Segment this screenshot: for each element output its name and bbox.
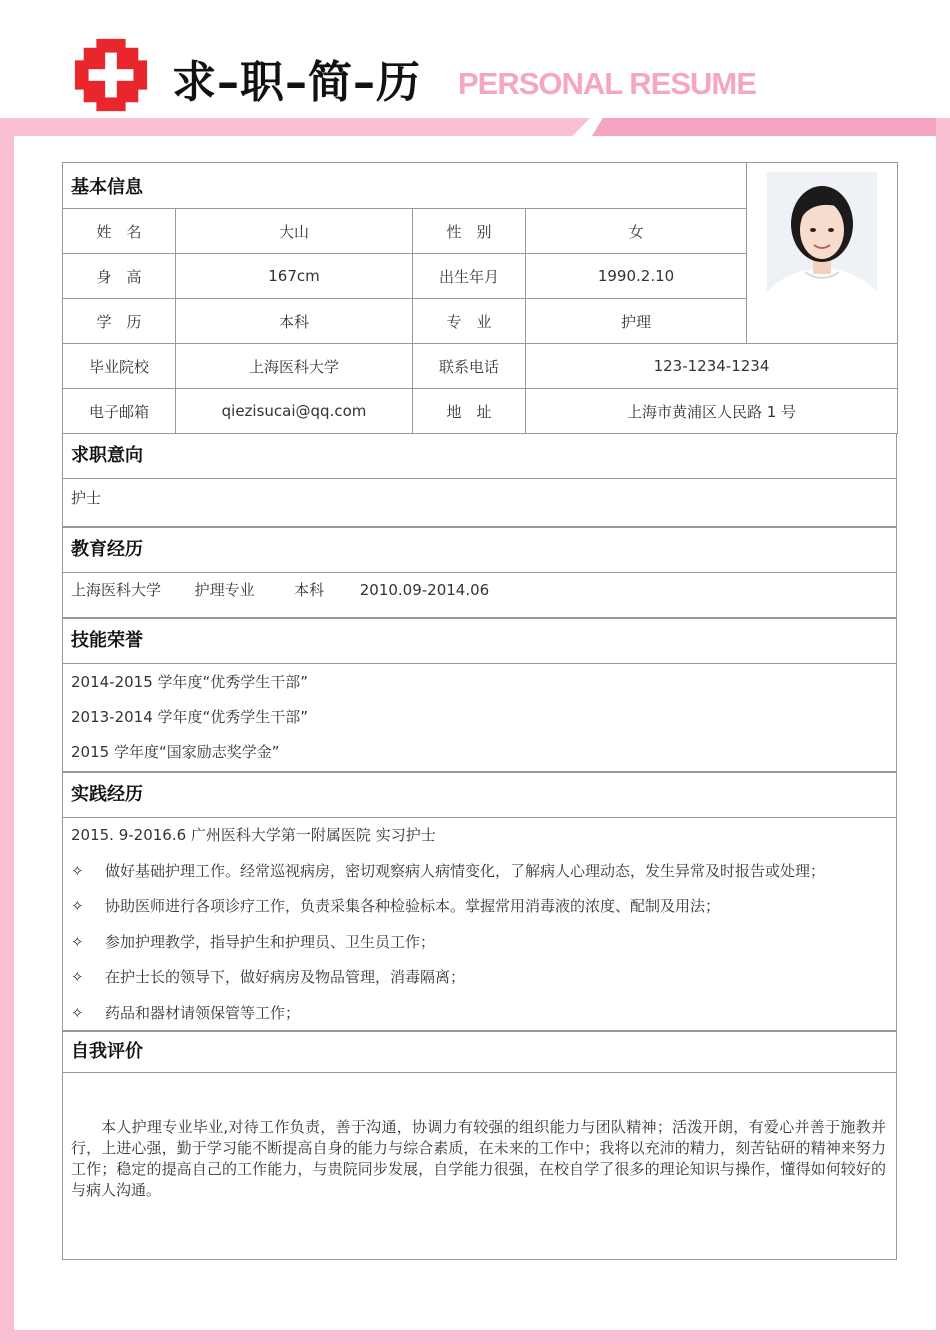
practice-bullet bbox=[71, 854, 896, 890]
birth-label: 出生年月 bbox=[413, 254, 526, 299]
name-label: 姓 名 bbox=[63, 209, 176, 254]
diamond-bullet-icon: ✧ bbox=[71, 932, 84, 951]
section-title-job-intention: 求职意向 bbox=[71, 445, 143, 466]
practice-summary: 2015. 9-2016.6 广州医科大学第一附属医院 实习护士 bbox=[71, 826, 436, 844]
resume-content bbox=[62, 162, 897, 1260]
email-value: qiezisucai@qq.com bbox=[176, 389, 413, 434]
major-value: 护理 bbox=[526, 299, 747, 344]
job-intention-value: 护士 bbox=[71, 489, 102, 507]
email-label: 电子邮箱 bbox=[63, 389, 176, 434]
height-label: 身 高 bbox=[63, 254, 176, 299]
address-label: 地 址 bbox=[413, 389, 526, 434]
diamond-bullet-icon: ✧ bbox=[71, 968, 84, 986]
gender-value: 女 bbox=[526, 209, 747, 254]
education-major: 护理专业 bbox=[194, 581, 255, 599]
section-practice bbox=[62, 772, 897, 1031]
phone-label: 联系电话 bbox=[413, 344, 526, 389]
education-label: 学 历 bbox=[63, 299, 176, 344]
profile-photo bbox=[767, 172, 877, 338]
frame-right-border bbox=[936, 118, 950, 1344]
resume-title: 求–职–简–历 bbox=[172, 57, 421, 108]
self-evaluation-text: 本人护理专业毕业,对待工作负责，善于沟通，协调力有较强的组织能力与团队精神；活泼开朗，有爱心并善于施教并行，上进心强，勤于学习能不断提高自身的能力与综合素质，在未来的工作中；我将以充沛的精力，刻苦钻研的精神来努力工作；稳定的提高自己的工作能力，与贵院同步发展，自学能力很强，在校自学了很多的理论知识与操作，懂得如何较好的与病人沟通。 bbox=[71, 1118, 886, 1199]
height-value: 167cm bbox=[176, 254, 413, 299]
section-education bbox=[62, 527, 897, 618]
frame-left-border bbox=[0, 118, 14, 1344]
address-value: 上海市黄浦区人民路 1 号 bbox=[526, 389, 898, 434]
education-period: 2010.09-2014.06 bbox=[359, 581, 490, 599]
gender-label: 性 别 bbox=[413, 209, 526, 254]
honor-item: 2014-2015 学年度“优秀学生干部” bbox=[71, 673, 309, 691]
section-title-honors: 技能荣誉 bbox=[71, 630, 143, 651]
photo-cell bbox=[747, 163, 898, 344]
diamond-bullet-icon: ✧ bbox=[71, 897, 84, 915]
practice-bullet bbox=[71, 889, 896, 925]
section-title-basic-info: 基本信息 bbox=[63, 163, 747, 209]
frame-bottom-border bbox=[0, 1330, 950, 1344]
section-title-education: 教育经历 bbox=[71, 539, 143, 560]
name-value: 大山 bbox=[176, 209, 413, 254]
honor-item: 2015 学年度“国家励志奖学金” bbox=[71, 743, 280, 761]
practice-bullet-text: 药品和器材请领保管等工作； bbox=[105, 1003, 301, 1022]
frame-top-band-left bbox=[0, 118, 590, 136]
section-self-evaluation bbox=[62, 1031, 897, 1260]
section-job-intention bbox=[62, 434, 897, 527]
birth-value: 1990.2.10 bbox=[526, 254, 747, 299]
section-title-self-evaluation: 自我评价 bbox=[71, 1041, 143, 1062]
practice-bullet-text: 做好基础护理工作。经常巡视病房，密切观察病人病情变化，了解病人心理动态，发生异常及时报告或处理； bbox=[105, 861, 826, 880]
diamond-bullet-icon: ✧ bbox=[71, 1003, 84, 1022]
practice-bullet bbox=[71, 996, 896, 1032]
basic-info-table bbox=[62, 162, 898, 434]
diamond-bullet-icon: ✧ bbox=[71, 861, 84, 880]
school-value: 上海医科大学 bbox=[176, 344, 413, 389]
resume-title-english: PERSONAL RESUME bbox=[458, 66, 756, 101]
practice-bullet-text: 在护士长的领导下，做好病房及物品管理，消毒隔离； bbox=[105, 968, 466, 986]
education-value: 本科 bbox=[176, 299, 413, 344]
practice-bullet-text: 参加护理教学，指导护生和护理员、卫生员工作； bbox=[105, 932, 436, 951]
education-school: 上海医科大学 bbox=[71, 581, 162, 599]
school-label: 毕业院校 bbox=[63, 344, 176, 389]
education-degree: 本科 bbox=[294, 581, 325, 599]
frame-top-band-right bbox=[592, 118, 950, 136]
section-title-practice: 实践经历 bbox=[71, 784, 143, 805]
major-label: 专 业 bbox=[413, 299, 526, 344]
section-honors bbox=[62, 618, 897, 772]
medical-cross-icon bbox=[72, 36, 150, 114]
practice-bullet bbox=[71, 925, 896, 961]
honor-item: 2013-2014 学年度“优秀学生干部” bbox=[71, 708, 309, 726]
practice-bullet bbox=[71, 960, 896, 996]
phone-value: 123-1234-1234 bbox=[526, 344, 898, 389]
practice-bullet-text: 协助医师进行各项诊疗工作，负责采集各种检验标本。掌握常用消毒液的浓度、配制及用法； bbox=[105, 897, 721, 915]
